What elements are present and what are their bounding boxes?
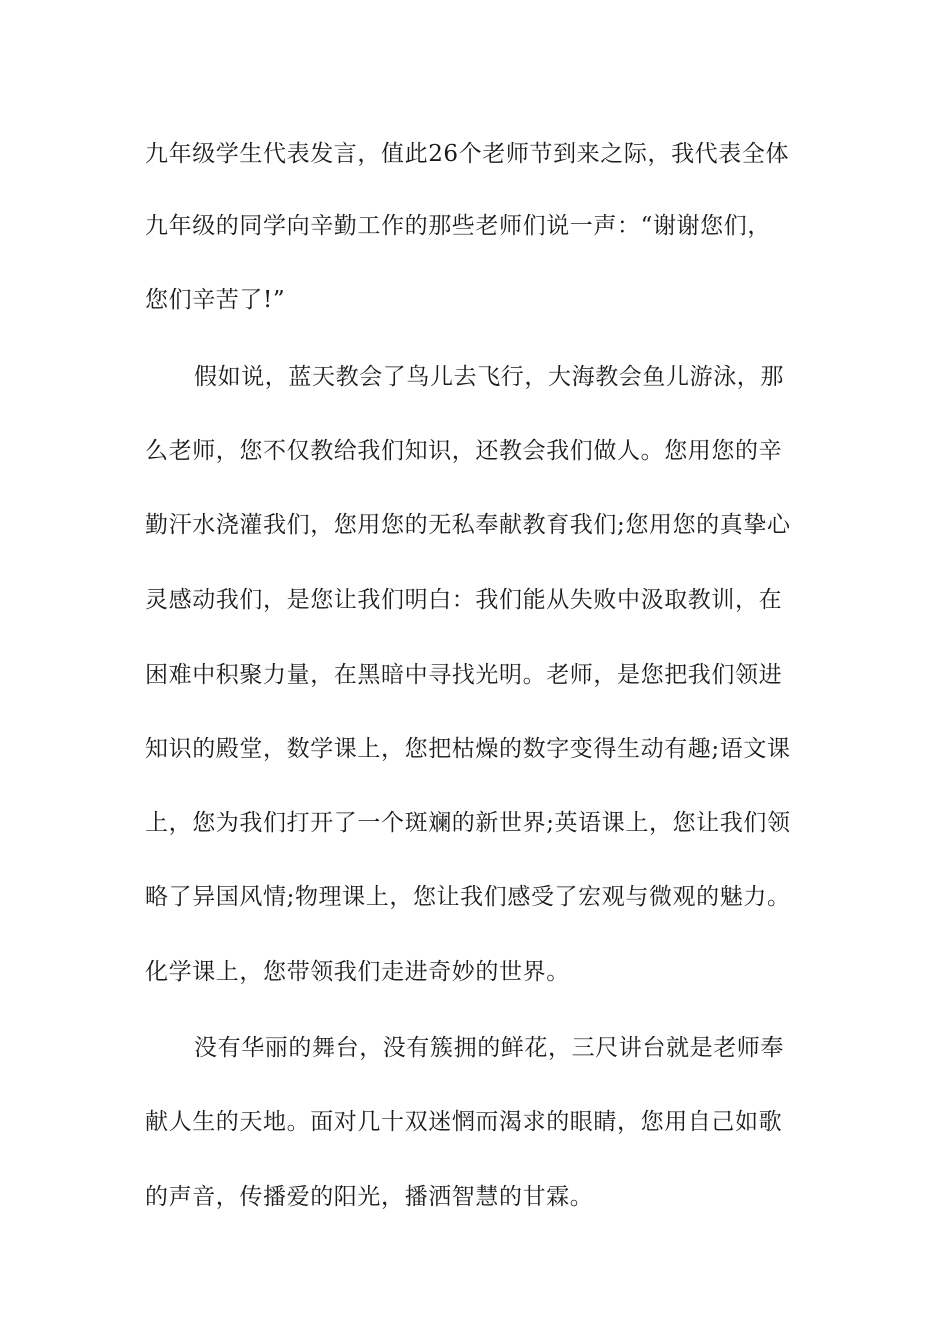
text-line: 九年级的同学向辛勤工作的那些老师们说一声：“谢谢您们， [145, 213, 771, 239]
text-line: 么老师，您不仅教给我们知识，还教会我们做人。您用您的辛 [145, 438, 783, 464]
text-line: 困难中积聚力量，在黑暗中寻找光明。老师，是您把我们领进 [145, 662, 783, 688]
text-line: 灵感动我们，是您让我们明白：我们能从失败中汲取教训，在 [145, 587, 783, 613]
text-line: 的声音，传播爱的阳光，播洒智慧的甘霖。 [145, 1184, 594, 1210]
text-line: 略了异国风情;物理课上，您让我们感受了宏观与微观的魅力。 [145, 884, 791, 910]
paragraph-first-line: 没有华丽的舞台，没有簇拥的鲜花，三尺讲台就是老师奉 [194, 1035, 784, 1061]
paragraph-first-line: 假如说，蓝天教会了鸟儿去飞行，大海教会鱼儿游泳，那 [194, 364, 784, 390]
text-line: 化学课上，您带领我们走进奇妙的世界。 [145, 959, 570, 985]
text-line: 知识的殿堂，数学课上，您把枯燥的数字变得生动有趣;语文课 [145, 736, 791, 762]
text-line: 上，您为我们打开了一个斑斓的新世界;英语课上，您让我们领 [145, 810, 791, 836]
text-line: 九年级学生代表发言，值此26个老师节到来之际，我代表全体 [145, 141, 790, 167]
text-line: 献人生的天地。面对几十双迷惘而渴求的眼睛，您用自己如歌 [145, 1109, 783, 1135]
text-line: 您们辛苦了!” [145, 287, 286, 313]
text-line: 勤汗水浇灌我们，您用您的无私奉献教育我们;您用您的真挚心 [145, 512, 791, 538]
